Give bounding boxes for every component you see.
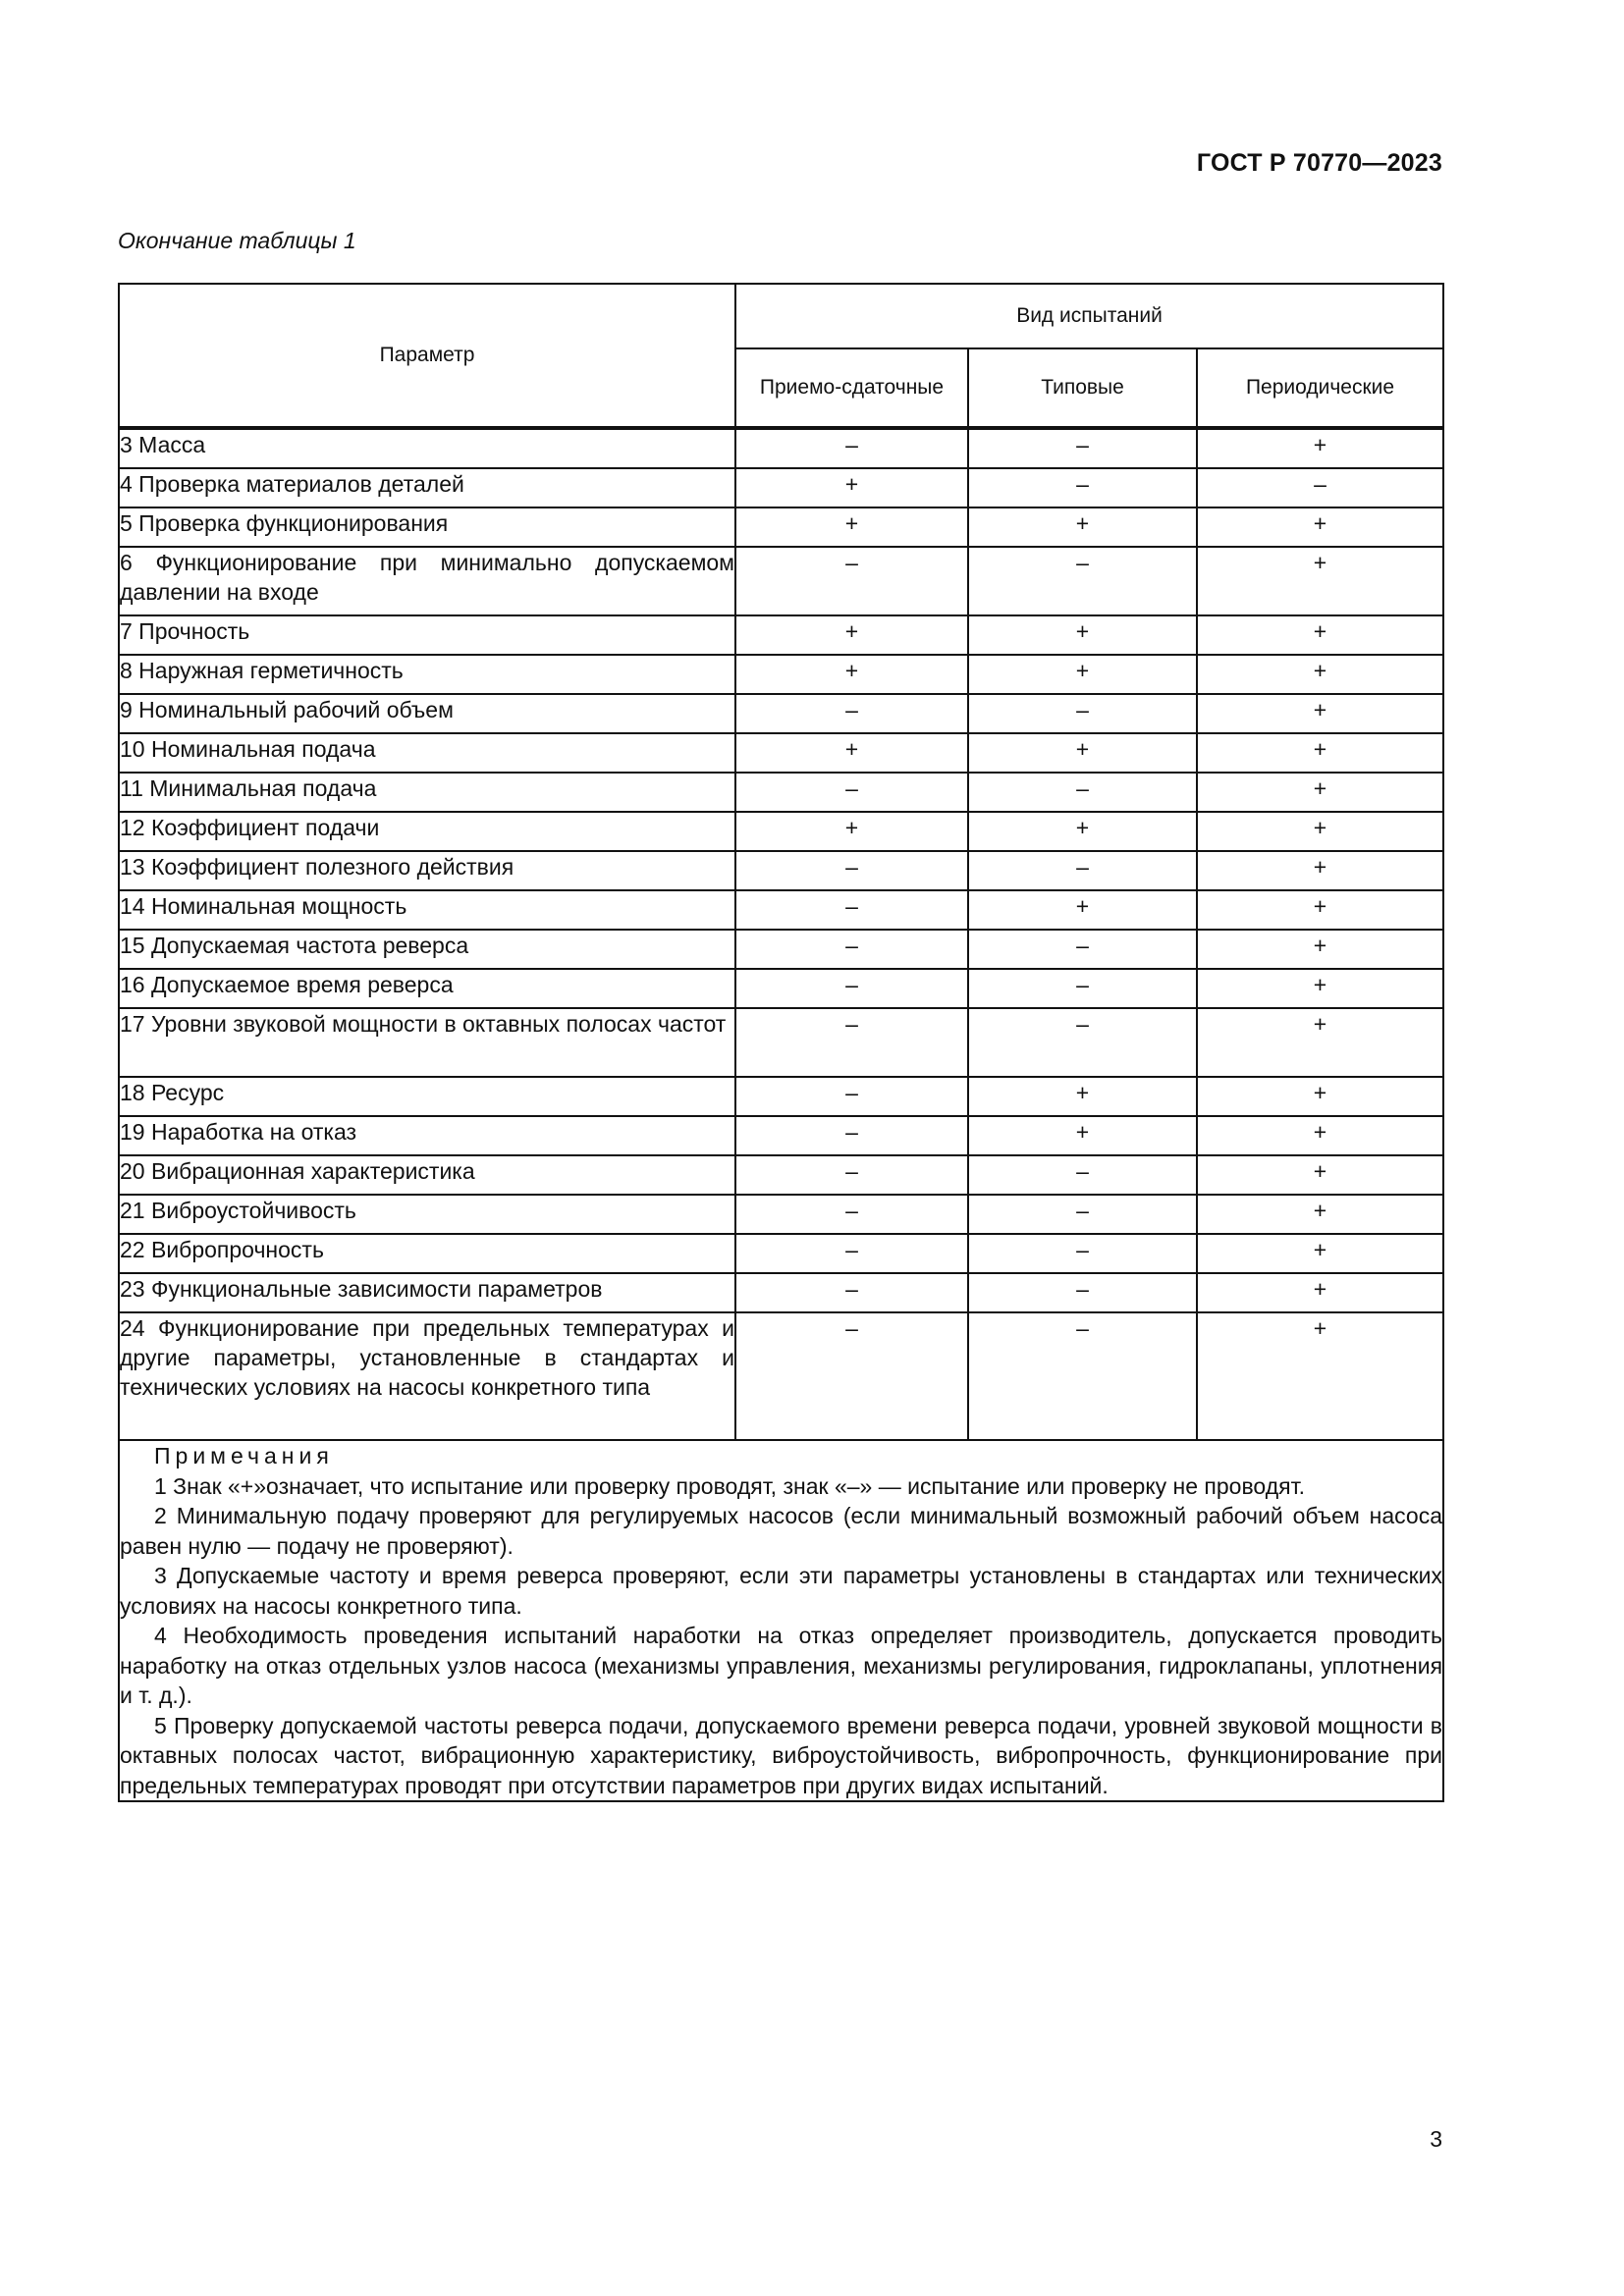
table-row: [119, 812, 1443, 851]
mark-cell: –: [735, 1234, 968, 1273]
mark-cell: +: [735, 812, 968, 851]
mark-cell: –: [735, 1077, 968, 1116]
table-row: [119, 1155, 1443, 1195]
tests-table: [118, 283, 1444, 1802]
param-cell: 21 Виброустойчивость: [119, 1195, 735, 1234]
table-row: [119, 851, 1443, 890]
mark-cell: –: [735, 1008, 968, 1077]
param-cell: 6 Функционирование при минимально допускаемом давлении на входе: [119, 547, 735, 615]
mark-cell: –: [735, 773, 968, 812]
table-row: [119, 507, 1443, 547]
mark-cell: –: [968, 1312, 1197, 1440]
mark-cell: +: [1197, 773, 1443, 812]
mark-cell: –: [735, 428, 968, 468]
table-row: [119, 655, 1443, 694]
mark-cell: –: [968, 1155, 1197, 1195]
mark-cell: –: [968, 773, 1197, 812]
table-row: [119, 930, 1443, 969]
mark-cell: +: [968, 812, 1197, 851]
mark-cell: –: [735, 930, 968, 969]
param-cell: 16 Допускаемое время реверса: [119, 969, 735, 1008]
table-row: [119, 890, 1443, 930]
param-cell: 15 Допускаемая частота реверса: [119, 930, 735, 969]
mark-cell: –: [735, 1312, 968, 1440]
mark-cell: +: [968, 655, 1197, 694]
document-code: ГОСТ Р 70770—2023: [1196, 149, 1442, 177]
mark-cell: –: [735, 851, 968, 890]
table-row: [119, 1312, 1443, 1440]
notes-cell: [119, 1440, 1443, 1801]
table-row: [119, 468, 1443, 507]
mark-cell: –: [735, 1195, 968, 1234]
param-cell: 10 Номинальная подача: [119, 733, 735, 773]
mark-cell: +: [1197, 890, 1443, 930]
param-cell: 13 Коэффициент полезного действия: [119, 851, 735, 890]
mark-cell: +: [1197, 655, 1443, 694]
mark-cell: –: [968, 1273, 1197, 1312]
mark-cell: +: [968, 733, 1197, 773]
mark-cell: –: [735, 1155, 968, 1195]
mark-cell: +: [1197, 507, 1443, 547]
mark-cell: +: [1197, 851, 1443, 890]
table-row: [119, 547, 1443, 615]
param-cell: 22 Вибропрочность: [119, 1234, 735, 1273]
mark-cell: +: [968, 1077, 1197, 1116]
mark-cell: +: [968, 890, 1197, 930]
table-row: [119, 1116, 1443, 1155]
mark-cell: +: [1197, 1273, 1443, 1312]
notes-title: Примечания: [154, 1443, 334, 1468]
table-row: [119, 428, 1443, 468]
table-row: [119, 1077, 1443, 1116]
mark-cell: +: [735, 615, 968, 655]
mark-cell: –: [968, 694, 1197, 733]
table-row: [119, 1234, 1443, 1273]
param-cell: 14 Номинальная мощность: [119, 890, 735, 930]
mark-cell: +: [1197, 694, 1443, 733]
mark-cell: –: [968, 547, 1197, 615]
table-row: [119, 1195, 1443, 1234]
mark-cell: +: [968, 615, 1197, 655]
mark-cell: +: [1197, 1234, 1443, 1273]
param-cell: 3 Масса: [119, 428, 735, 468]
param-cell: 5 Проверка функционирования: [119, 507, 735, 547]
mark-cell: +: [968, 1116, 1197, 1155]
mark-cell: +: [1197, 1312, 1443, 1440]
mark-cell: +: [735, 733, 968, 773]
column-header-periodic: Периодические: [1197, 348, 1443, 428]
param-cell: 7 Прочность: [119, 615, 735, 655]
mark-cell: –: [968, 851, 1197, 890]
mark-cell: +: [1197, 969, 1443, 1008]
note-item: 5 Проверку допускаемой частоты реверса подачи, допускаемого времени реверса подачи, уровней звуковой мощности в октавных полосах частот, вибрационную характеристику, виброустойчивость, вибропрочность, функционирование при предельных температурах проводят при отсутствии параметров при других видах испытаний.: [120, 1712, 1443, 1798]
mark-cell: –: [968, 1195, 1197, 1234]
mark-cell: +: [968, 507, 1197, 547]
param-cell: 20 Вибрационная характеристика: [119, 1155, 735, 1195]
mark-cell: +: [1197, 428, 1443, 468]
param-cell: 18 Ресурс: [119, 1077, 735, 1116]
mark-cell: –: [968, 1008, 1197, 1077]
column-header-type: Типовые: [968, 348, 1197, 428]
table-row: [119, 1273, 1443, 1312]
mark-cell: +: [1197, 1155, 1443, 1195]
param-cell: 17 Уровни звуковой мощности в октавных полосах частот: [119, 1008, 735, 1077]
table-row: [119, 615, 1443, 655]
mark-cell: –: [735, 1116, 968, 1155]
param-cell: 8 Наружная герметичность: [119, 655, 735, 694]
mark-cell: –: [968, 930, 1197, 969]
page-number: 3: [1430, 2126, 1442, 2152]
mark-cell: +: [1197, 547, 1443, 615]
table-row: [119, 733, 1443, 773]
table-row: [119, 1008, 1443, 1077]
note-item: 2 Минимальную подачу проверяют для регулируемых насосов (если минимальный возможный рабочий объем насоса равен нулю — подачу не проверяют).: [120, 1503, 1443, 1559]
mark-cell: +: [1197, 1008, 1443, 1077]
mark-cell: –: [735, 890, 968, 930]
mark-cell: –: [735, 1273, 968, 1312]
table-row: [119, 773, 1443, 812]
param-cell: 23 Функциональные зависимости параметров: [119, 1273, 735, 1312]
mark-cell: –: [968, 1234, 1197, 1273]
note-item: 3 Допускаемые частоту и время реверса проверяют, если эти параметры установлены в стандартах или технических условиях на насосы конкретного типа.: [120, 1563, 1443, 1619]
mark-cell: +: [735, 468, 968, 507]
mark-cell: +: [1197, 1195, 1443, 1234]
param-cell: 24 Функционирование при предельных температурах и другие параметры, установленные в стандартах и технических условиях на насосы конкретного типа: [119, 1312, 735, 1440]
mark-cell: –: [735, 547, 968, 615]
mark-cell: +: [1197, 1116, 1443, 1155]
param-cell: 19 Наработка на отказ: [119, 1116, 735, 1155]
mark-cell: +: [1197, 615, 1443, 655]
note-item: 1 Знак «+»означает, что испытание или проверку проводят, знак «–» — испытание или проверку не проводят.: [154, 1472, 1305, 1499]
table-caption: Окончание таблицы 1: [118, 228, 356, 253]
mark-cell: –: [968, 428, 1197, 468]
param-cell: 4 Проверка материалов деталей: [119, 468, 735, 507]
param-cell: 12 Коэффициент подачи: [119, 812, 735, 851]
mark-cell: +: [1197, 733, 1443, 773]
mark-cell: +: [735, 655, 968, 694]
mark-cell: –: [968, 969, 1197, 1008]
param-column-header: Параметр: [119, 284, 735, 428]
mark-cell: –: [968, 468, 1197, 507]
mark-cell: +: [735, 507, 968, 547]
test-type-group-header: Вид испытаний: [735, 284, 1443, 348]
mark-cell: +: [1197, 930, 1443, 969]
mark-cell: –: [1197, 468, 1443, 507]
table-row: [119, 969, 1443, 1008]
note-item: 4 Необходимость проведения испытаний наработки на отказ определяет производитель, допускается проводить наработку на отказ отдельных узлов насоса (механизмы управления, механизмы регулирования, гидроклапаны, уплотнения и т. д.).: [120, 1623, 1443, 1708]
mark-cell: +: [1197, 1077, 1443, 1116]
column-header-acceptance: Приемо-сдаточные: [735, 348, 968, 428]
mark-cell: –: [735, 969, 968, 1008]
notes-row: [119, 1440, 1443, 1801]
param-cell: 9 Номинальный рабочий объем: [119, 694, 735, 733]
table-row: [119, 694, 1443, 733]
mark-cell: –: [735, 694, 968, 733]
param-cell: 11 Минимальная подача: [119, 773, 735, 812]
mark-cell: +: [1197, 812, 1443, 851]
